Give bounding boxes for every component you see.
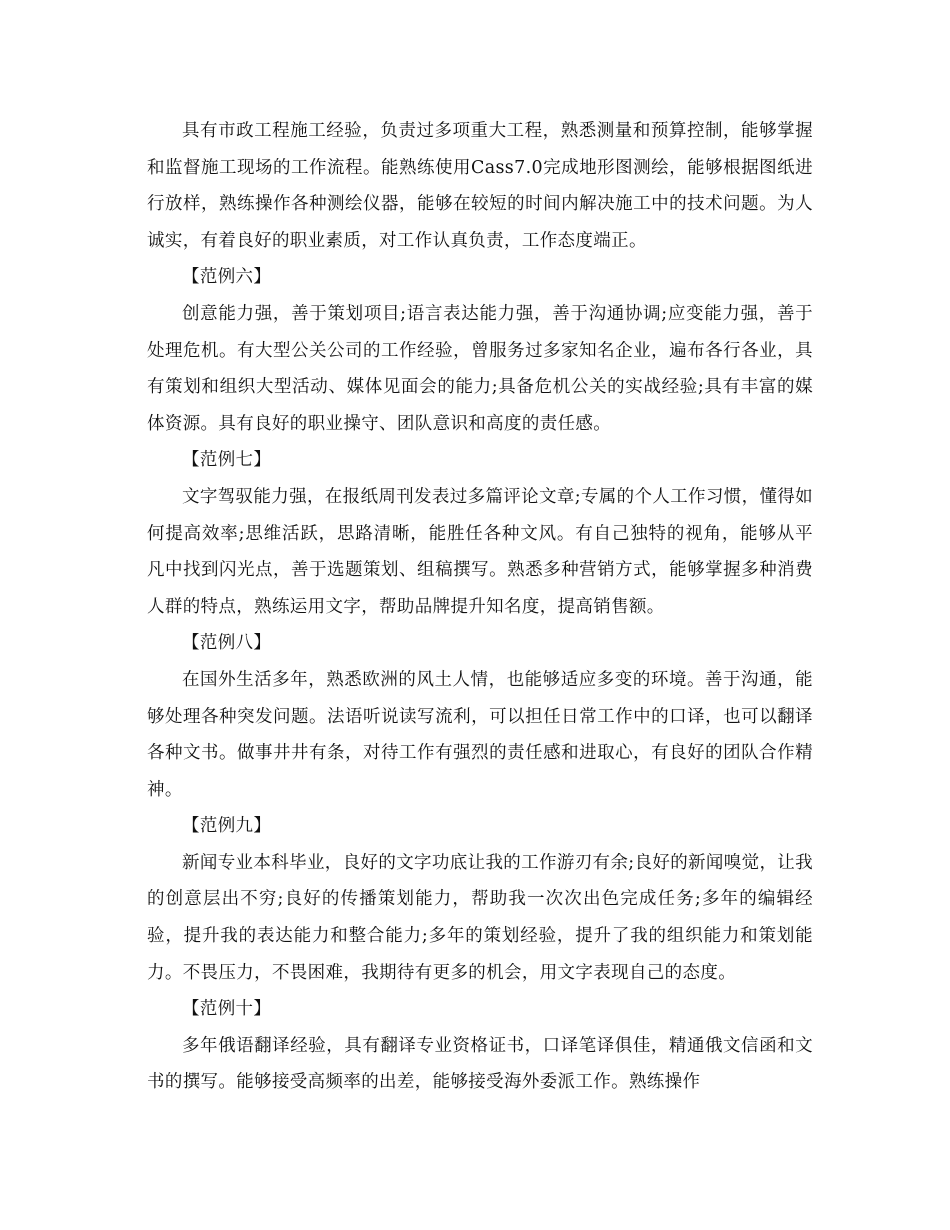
paragraph-example-8: 在国外生活多年，熟悉欧洲的风土人情，也能够适应多变的环境。善于沟通，能够处理各种突发问题。法语听说读写流利，可以担任日常工作中的口译，也可以翻译各种文书。做事井井有条，对待工作有强烈的责任感和进取心，有良好的团队合作精神。 [147,669,813,800]
paragraph-example-9: 新闻专业本科毕业，良好的文字功底让我的工作游刃有余;良好的新闻嗅觉，让我的创意层出不穷;良好的传播策划能力，帮助我一次次出色完成任务;多年的编辑经验，提升我的表达能力和整合能力;多年的策划经验，提升了我的组织能力和策划能力。不畏压力，不畏困难，我期待有更多的机会，用文字表现自己的态度。 [147,852,813,983]
heading-example-7: 【范例七】 [182,450,272,471]
heading-example-6: 【范例六】 [182,267,272,288]
heading-example-8: 【范例八】 [182,633,272,654]
document-body [147,113,813,1101]
paragraph-example-7: 文字驾驭能力强，在报纸周刊发表过多篇评论文章;专属的个人工作习惯，懂得如何提高效率;思维活跃，思路清晰，能胜任各种文风。有自己独特的视角，能够从平凡中找到闪光点，善于选题策划、组稿撰写。熟悉多种营销方式，能够掌握多种消费人群的特点，熟练运用文字，帮助品牌提升知名度，提高销售额。 [147,486,813,617]
paragraph-intro: 具有市政工程施工经验，负责过多项重大工程，熟悉测量和预算控制，能够掌握和监督施工现场的工作流程。能熟练使用Cass7.0完成地形图测绘，能够根据图纸进行放样，熟练操作各种测绘仪器，能够在较短的时间内解决施工中的技术问题。为人诚实，有着良好的职业素质，对工作认真负责，工作态度端正。 [147,121,813,251]
paragraph-example-6: 创意能力强，善于策划项目;语言表达能力强，善于沟通协调;应变能力强，善于处理危机。有大型公关公司的工作经验，曾服务过多家知名企业，遍布各行各业，具有策划和组织大型活动、媒体见面会的能力;具备危机公关的实战经验;具有丰富的媒体资源。具有良好的职业操守、团队意识和高度的责任感。 [147,303,813,434]
paragraph-example-10: 多年俄语翻译经验，具有翻译专业资格证书，口译笔译俱佳，精通俄文信函和文书的撰写。能够接受高频率的出差，能够接受海外委派工作。熟练操作 [147,1035,813,1093]
heading-example-9: 【范例九】 [182,816,272,837]
heading-example-10: 【范例十】 [182,999,272,1020]
